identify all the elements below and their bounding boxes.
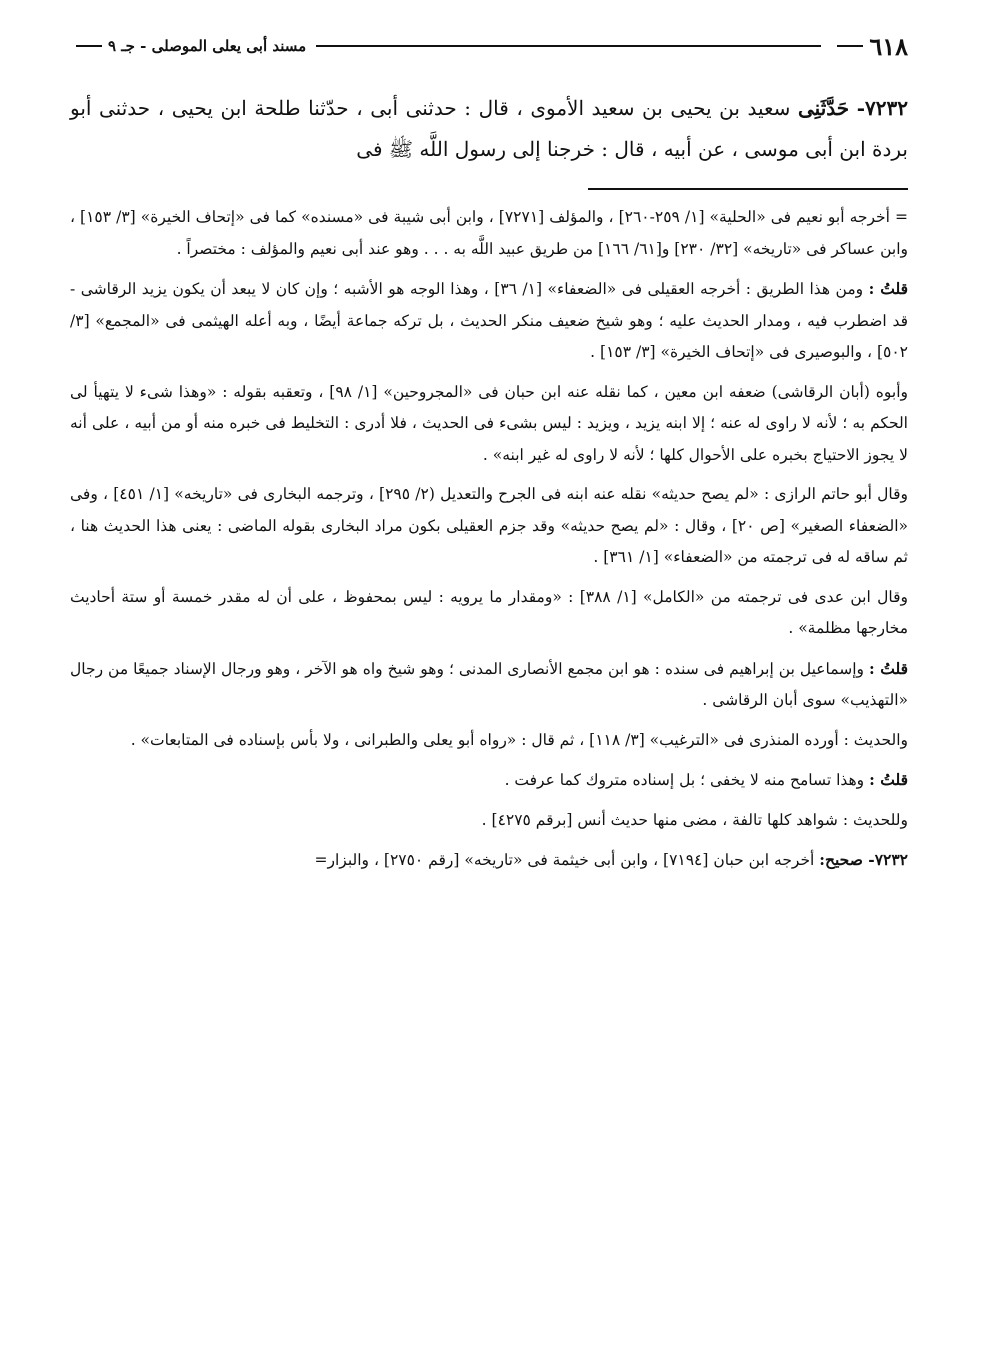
footnote-paragraph-6-text: وإسماعيل بن إبراهيم فى سنده : هو ابن مجمع الأنصارى المدنى ؛ وهو شيخ واه هو الآخر ، وهو ورجال الإسناد جميعًا من رجال «التهذيب» سوى أبان الرقاشى . [70,659,908,709]
footnote-paragraph-1: = أخرجه أبو نعيم فى «الحلية» [١/ ٢٥٩-٢٦٠] ، والمؤلف [٧٢٧١] ، وابن أبى شيبة فى «مسنده» كما فى «إتحاف الخيرة» [٣/ ١٥٣] ، وابن عساكر فى «تاريخه» [٣٢/ ٢٣٠] و[٦١/ ١٦٦] من طريق عبيد اللَّه به . . . وهو عند أبى نعيم والمؤلف : مختصراً . [70,208,908,258]
footnote-paragraph-4: وقال أبو حاتم الرازى : «لم يصح حديثه» نقله عنه ابنه فى الجرح والتعديل (٢/ ٢٩٥] ، وترجمه البخارى فى «تاريخه» [١/ ٤٥١] ، وفى «الضعفاء الصغير» [ص ٢٠] ، وقال : «لم يصح حديثه» وقد جزم العقيلى بكون مراد البخارى بقوله الماضى : يعنى هذا الحديث هنا ، ثم ساقه له فى ترجمته من «الضعفاء» [١/ ٣٦١] . [70,485,909,566]
hadith-number: ٧٢٣٢- [856,96,908,120]
running-title: مسند أبى يعلى الموصلى - جـ ٩ [108,37,307,55]
footnote-paragraph-8 [70,764,908,797]
page-header [70,26,908,66]
footnote-paragraph-5: وقال ابن عدى فى ترجمته من «الكامل» [١/ ٣٨٨] : «ومقدار ما يرويه : ليس بمحفوظ ، على أن له مقدر خمسة أو ستة أحاديث مخارجها مظلمة» . [70,587,908,637]
page-number: ٦١٨ [869,31,908,61]
footnote-paragraph-2 [70,273,908,369]
hadith-body: سعيد بن يحيى بن سعيد الأموى ، قال : حدثنى أبى ، حدّثنا طلحة ابن يحيى ، حدثنى أبو بردة ابن أبى موسى ، عن أبيه ، قال : خرجنا إلى رسول اللَّه ﷺ فى [70,96,908,161]
footnote-paragraph-3: وأبوه (أبان الرقاشى) ضعفه ابن معين ، كما نقله عنه ابن حبان فى «المجروحين» [١/ ٩٨] ، وتعقبه بقوله : «وهذا شىء لا يتهيأ لى الحكم به ؛ لأنه لا راوى له عنه ؛ إلا ابنه يزيد ، ويزيد : ليس بشىء فى الحديث ، فلا أدرى : التخليط فى خبره منه أو من أبيه ، على أنه لا يجوز الاحتياج بخبره على الأحوال كلها ؛ لأنه لا راوى له غير ابنه» . [70,382,908,464]
header-rule [316,45,821,47]
footnote-paragraph-2-text: ومن هذا الطريق : أخرجه العقيلى فى «الضعفاء» [١/ ٣٦] ، وهذا الوجه هو الأشبه ؛ وإن كان لا يبعد أن يكون يزيد الرقاشى - قد اضطرب فيه ، ومدار الحديث عليه ؛ وهو شيخ ضعيف منكر الحديث ، بل تركه جماعة أيضًا ، وبه أعله الهيثمى فى «المجمع» [٣/ ٥٠٢] ، والبوصيرى فى «إتحاف الخيرة» [٣/ ١٥٣] . [70,280,908,361]
qultu-label: قلتُ : [869,770,908,789]
footnote-separator [588,188,908,190]
page [70,26,908,885]
hadith-ref-label: ٧٢٣٢- صحيح: [819,850,908,869]
qultu-label: قلتُ : [869,658,909,678]
hadith-text [70,88,908,170]
header-dash-right [837,45,863,47]
qultu-label: قلتُ : [868,279,908,298]
footnote-paragraph-7: والحديث : أورده المنذرى فى «الترغيب» [٣/ ١١٨] ، ثم قال : «رواه أبو يعلى والطبرانى ، ولا بأس بإسناده فى المتابعات» . [130,730,908,749]
footnote-paragraph-6 [70,653,908,717]
footnote-paragraph-10 [70,844,908,877]
header-dash-left [76,45,102,47]
footnote-paragraph-10-text: أخرجه ابن حبان [٧١٩٤] ، وابن أبى خيثمة فى «تاريخه» [رقم ٢٧٥٠] ، والبزار= [314,851,815,869]
footnote-paragraph-9: وللحديث : شواهد كلها تالفة ، مضى منها حديث أنس [برقم ٤٢٧٥] . [481,810,908,829]
footnotes [70,202,908,877]
narration-verb: حَدَّثَنِى [798,96,850,120]
footnote-paragraph-8-text: وهذا تسامح منه لا يخفى ؛ بل إسناده متروك كما عرفت . [504,771,865,789]
